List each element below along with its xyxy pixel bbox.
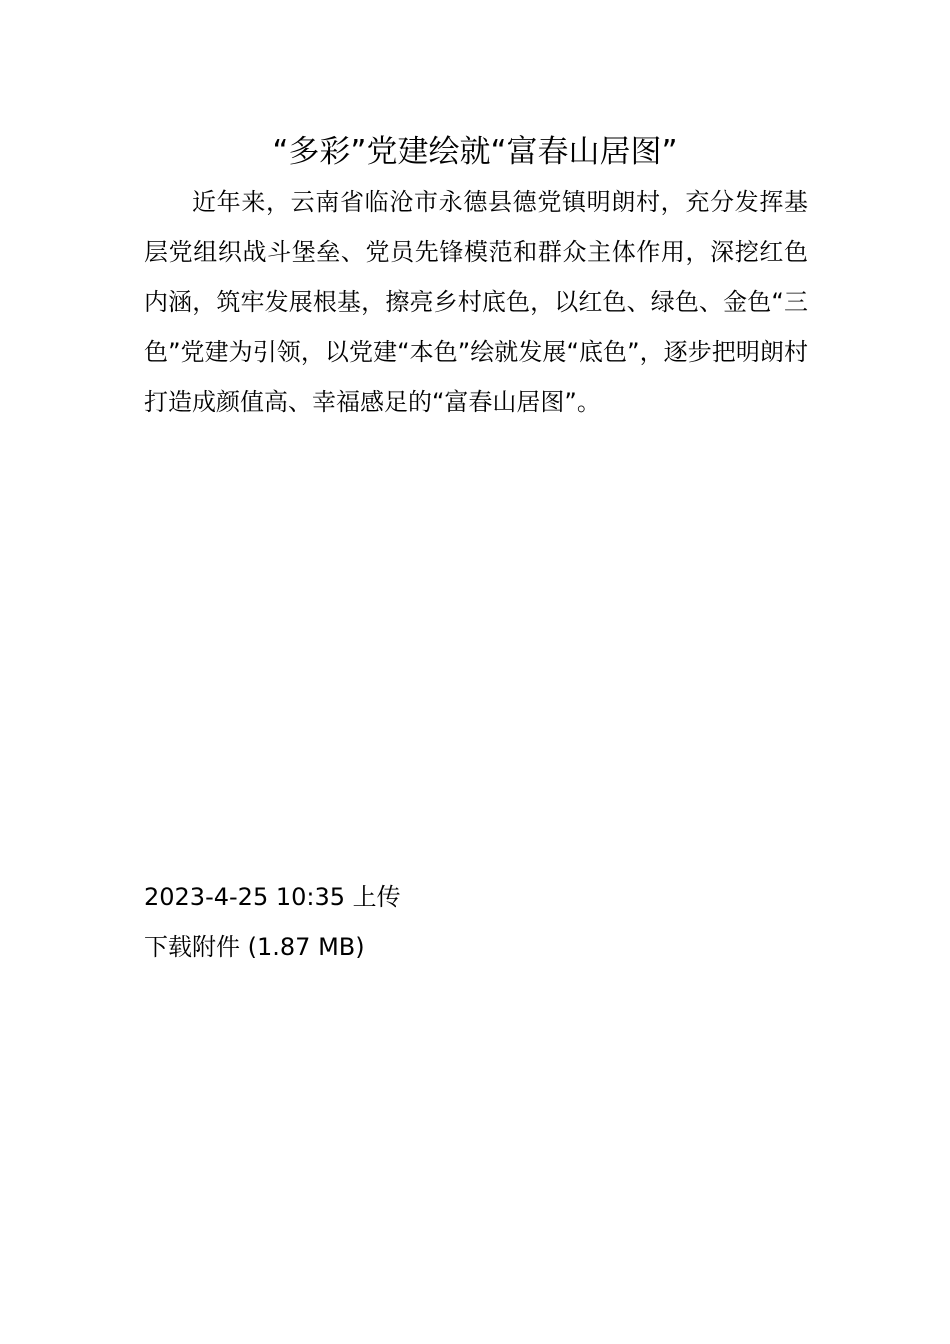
file-size-label: (1.87 MB) <box>247 933 365 961</box>
download-attachment-link[interactable]: 下载附件 <box>144 933 240 961</box>
attachment-meta <box>144 872 808 972</box>
document-body <box>144 177 808 427</box>
body-paragraph: 近年来，云南省临沧市永德县德党镇明朗村，充分发挥基层党组织战斗堡垒、党员先锋模范和群众主体作用，深挖红色内涵，筑牢发展根基，擦亮乡村底色，以红色、绿色、金色“三色”党建为引领，以党建“本色”绘就发展“底色”，逐步把明朗村打造成颜值高、幸福感足的“富春山居图”。 <box>144 188 808 416</box>
download-attachment-row <box>144 922 808 972</box>
upload-timestamp: 2023-4-25 10:35 上传 <box>144 883 401 911</box>
document-title: “多彩”党建绘就“富春山居图” <box>272 134 678 170</box>
